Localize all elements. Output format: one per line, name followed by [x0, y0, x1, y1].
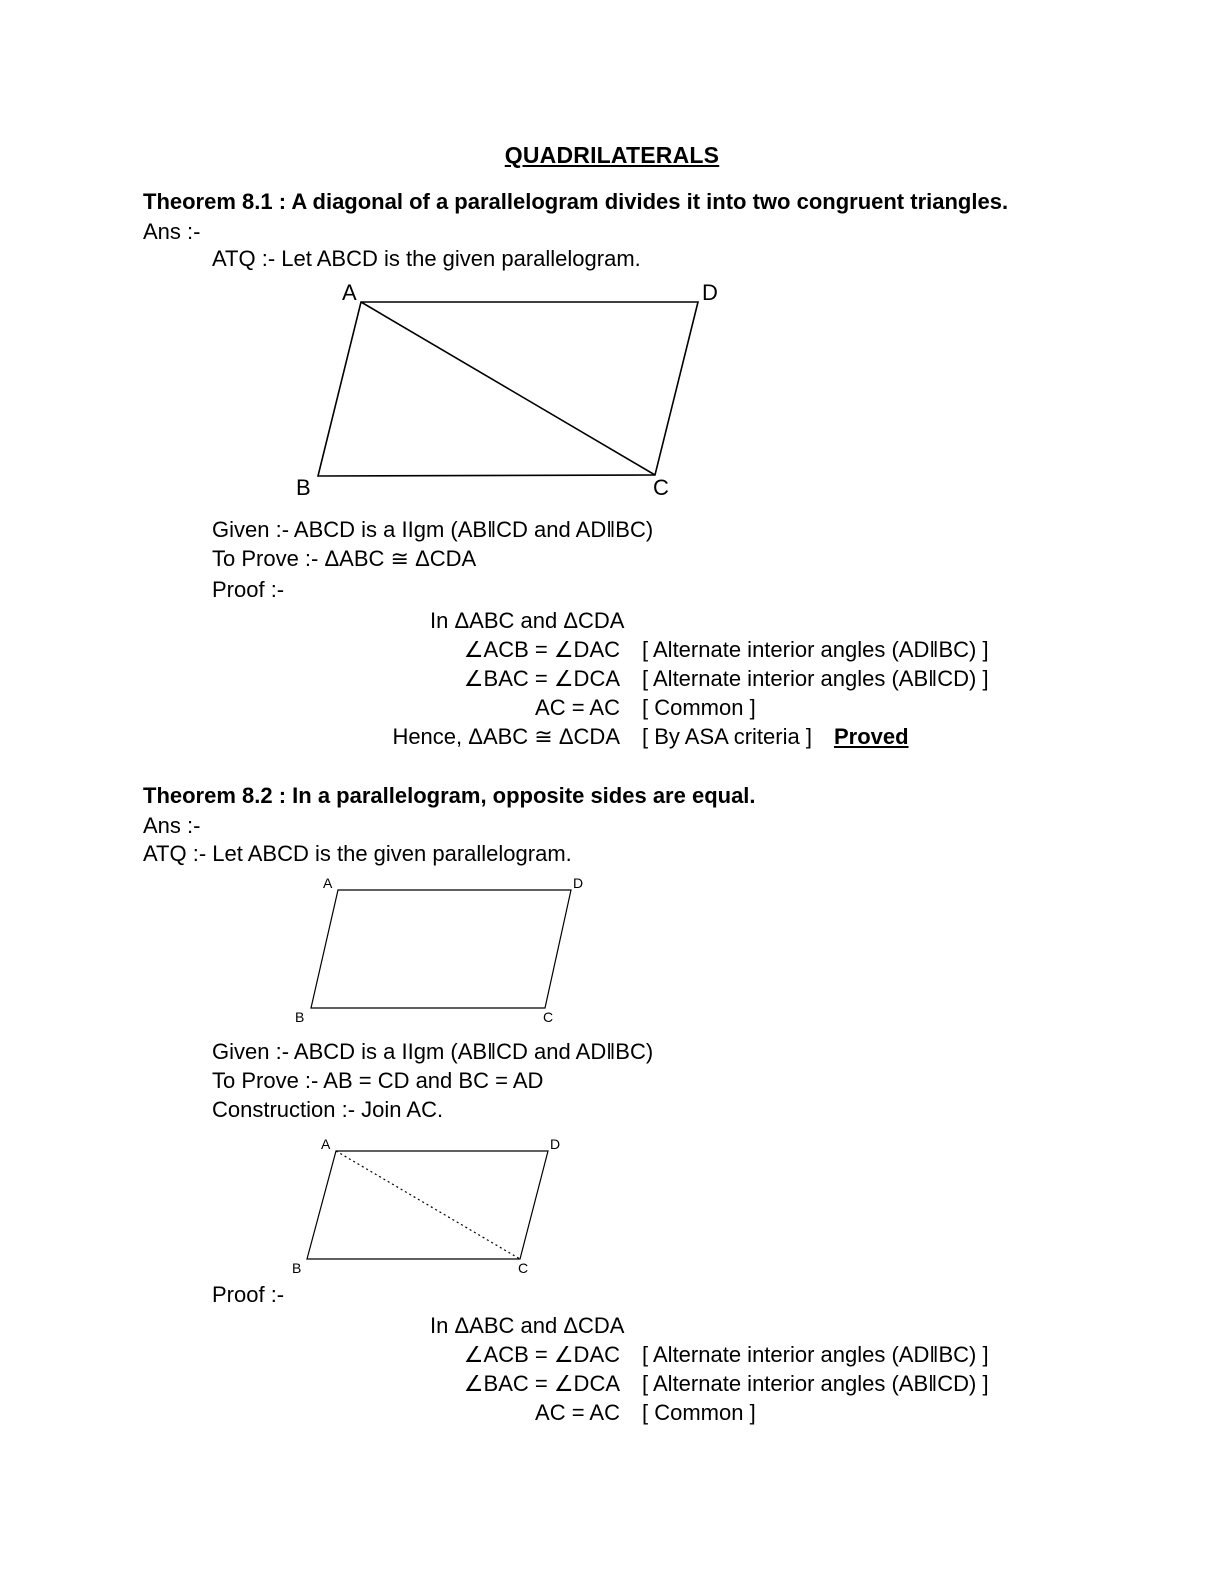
table-row: [330, 693, 1012, 722]
vertex-label-a: A: [323, 875, 333, 891]
table-row: [330, 722, 1012, 751]
theorem-8-2-construction: Construction :- Join AC.: [212, 1097, 444, 1122]
proof-reason: [ Alternate interior angles (AD‖BC) ]: [642, 1342, 989, 1367]
vertex-label-d: D: [702, 280, 718, 305]
vertex-label-c: C: [543, 1009, 554, 1025]
page-title-text: QUADRILATERALS: [504, 142, 720, 168]
theorem-8-1-ans-label: Ans :-: [143, 219, 201, 244]
table-row: [330, 1398, 1012, 1427]
table-row: [330, 664, 1012, 693]
theorem-8-2-proof-block: [330, 1311, 1012, 1427]
table-row: [330, 635, 1012, 664]
theorem-8-1-heading: Theorem 8.1 : A diagonal of a parallelogram divides it into two congruent triangles.: [143, 189, 1009, 214]
proof-reason: [ Common ]: [642, 1400, 756, 1425]
proof-head-text: In ΔABC and ΔCDA: [430, 608, 625, 633]
table-row: [330, 1369, 1012, 1398]
vertex-label-d: D: [550, 1136, 561, 1152]
page-title: [0, 142, 1224, 169]
theorem-8-2-atq: ATQ :- Let ABCD is the given parallelogram.: [143, 841, 572, 866]
proof-reason: [ By ASA criteria ]: [642, 724, 812, 749]
proved-badge: Proved: [833, 724, 909, 749]
theorem-8-2-given: Given :- ABCD is a IIgm (AB‖CD and AD‖BC): [212, 1039, 654, 1064]
theorem-8-2-to-prove: To Prove :- AB = CD and BC = AD: [212, 1068, 544, 1093]
theorem-8-2-ans-label: Ans :-: [143, 813, 201, 838]
parallelogram-outline: [311, 890, 571, 1008]
figure-parallelogram-with-diagonal-1: [290, 280, 730, 500]
proof-reason: [ Alternate interior angles (AB‖CD) ]: [642, 1371, 989, 1396]
theorem-8-1-atq: ATQ :- Let ABCD is the given parallelogram.: [212, 246, 641, 271]
theorem-8-1-given: Given :- ABCD is a IIgm (AB‖CD and AD‖BC): [212, 517, 654, 542]
theorem-8-2-proof-label: Proof :-: [212, 1282, 285, 1307]
proof-statement: ∠ACB = ∠DAC: [463, 1342, 620, 1367]
theorem-8-1-to-prove: To Prove :- ΔABC ≅ ΔCDA: [212, 546, 477, 571]
proof-statement: AC = AC: [535, 695, 620, 720]
proof-reason: [ Alternate interior angles (AB‖CD) ]: [642, 666, 989, 691]
proof-head-text: In ΔABC and ΔCDA: [430, 1313, 625, 1338]
diagonal-ac-line: [361, 302, 655, 475]
theorem-8-1-proof-label: Proof :-: [212, 577, 285, 602]
proof-statement: Hence, ΔABC ≅ ΔCDA: [392, 724, 620, 749]
vertex-label-b: B: [295, 1009, 305, 1025]
vertex-label-a: A: [342, 280, 357, 305]
table-row: [330, 1340, 1012, 1369]
figure-parallelogram-with-dotted-diagonal: [290, 1138, 580, 1278]
proof-reason: [ Common ]: [642, 695, 756, 720]
theorem-8-2-heading: Theorem 8.2 : In a parallelogram, opposite sides are equal.: [143, 783, 756, 808]
figure-parallelogram-plain: [290, 876, 590, 1026]
diagonal-ac-dotted-line: [336, 1151, 520, 1259]
proof-row-head: [330, 606, 1012, 635]
proof-statement: ∠ACB = ∠DAC: [463, 637, 620, 662]
proof-reason: [ Alternate interior angles (AD‖BC) ]: [642, 637, 989, 662]
proof-row-head: [330, 1311, 1012, 1340]
vertex-label-c: C: [518, 1260, 529, 1276]
vertex-label-b: B: [296, 475, 311, 500]
vertex-label-d: D: [573, 875, 584, 891]
vertex-label-b: B: [292, 1260, 302, 1276]
vertex-label-c: C: [653, 475, 669, 500]
theorem-8-1-proof-block: [330, 606, 1012, 751]
proof-statement: ∠BAC = ∠DCA: [463, 666, 620, 691]
proof-statement: ∠BAC = ∠DCA: [463, 1371, 620, 1396]
proof-statement: AC = AC: [535, 1400, 620, 1425]
vertex-label-a: A: [321, 1136, 331, 1152]
